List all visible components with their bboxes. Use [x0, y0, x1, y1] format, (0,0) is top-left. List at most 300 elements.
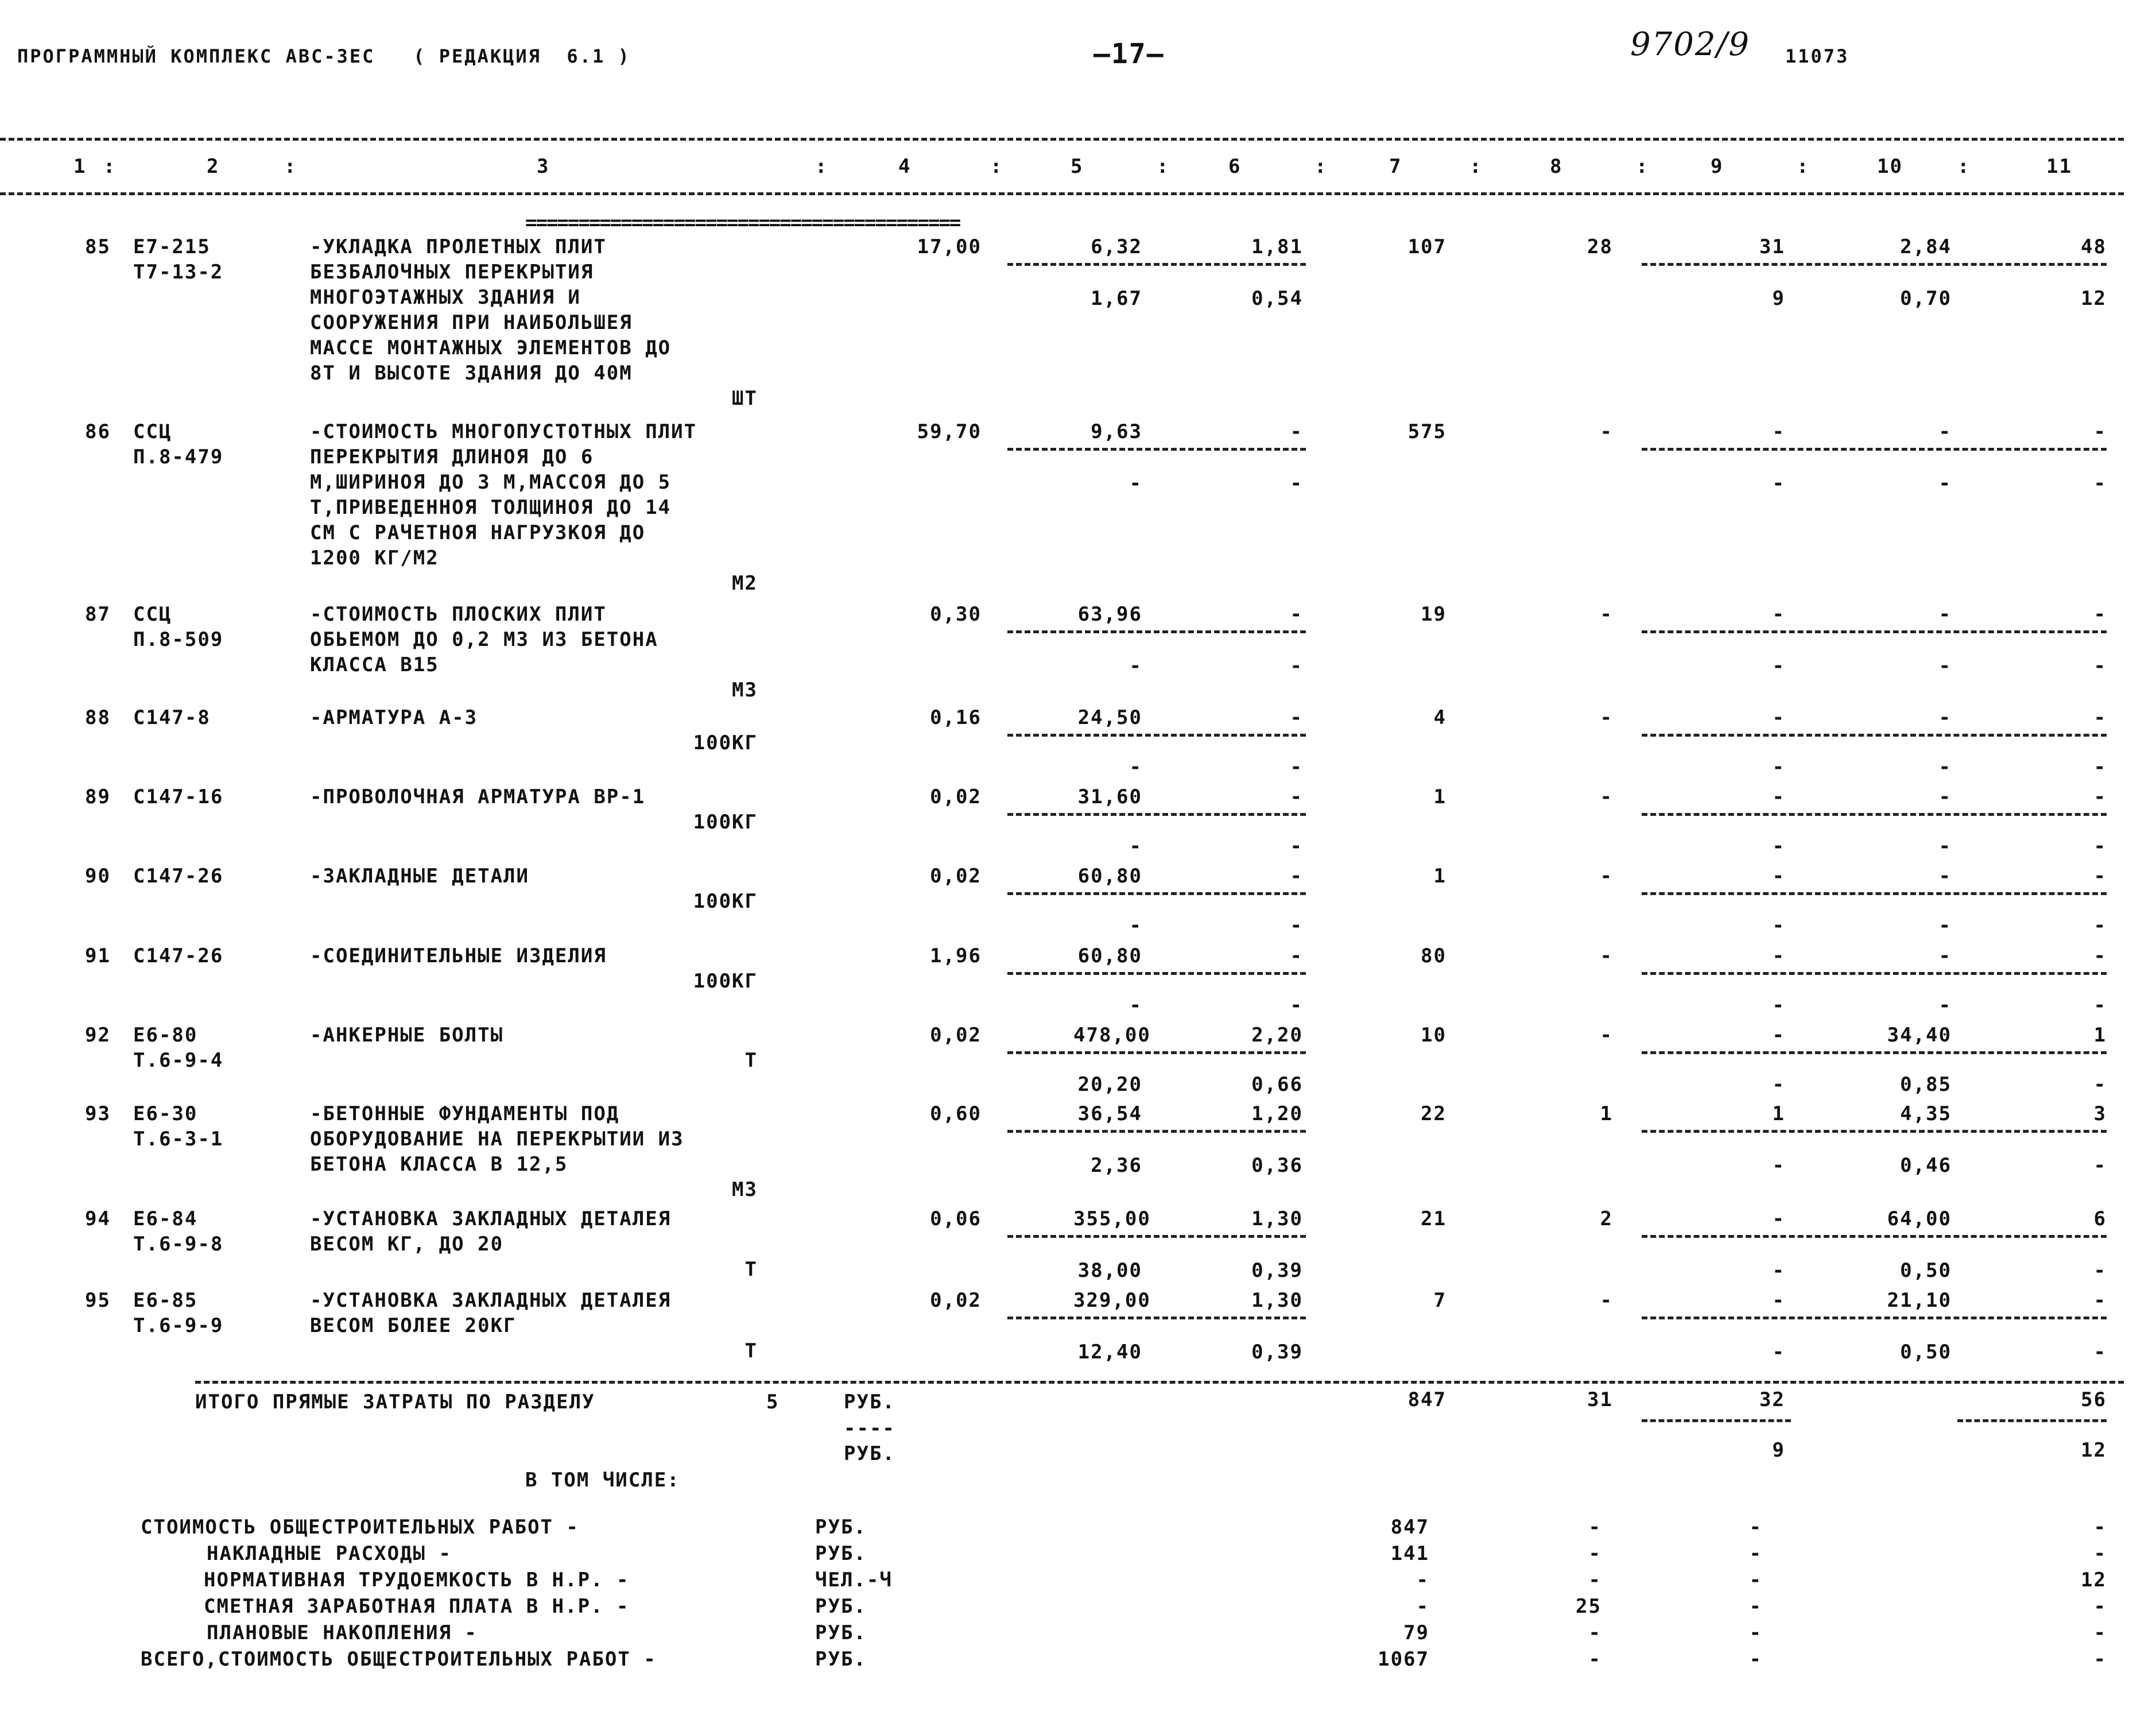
row-col-5: 60,80 — [1077, 944, 1142, 967]
row-sub-s10: - — [1938, 756, 1952, 779]
row-col-11: - — [2093, 603, 2107, 626]
row-sub-s10: - — [1938, 914, 1952, 937]
summary-label: НОРМАТИВНАЯ ТРУДОЕМКОСТЬ В Н.Р. - — [204, 1569, 630, 1592]
totals-subrule-11 — [1957, 1419, 2107, 1422]
summary-c7: 141 — [1390, 1542, 1429, 1565]
row-description-line: -АРМАТУРА А-3 — [310, 706, 478, 729]
row-col-6: - — [1290, 603, 1303, 626]
row-subrule — [1642, 263, 2107, 266]
row-sub-s10: 0,85 — [1900, 1073, 1952, 1096]
row-sub-s9: - — [1772, 914, 1785, 937]
row-sub-s5: - — [1129, 914, 1142, 937]
row-sub-s6: 0,36 — [1251, 1154, 1303, 1177]
row-sub-s10: - — [1938, 655, 1952, 677]
row-col-6: 1,81 — [1251, 235, 1303, 258]
column-separator: : — [990, 155, 1003, 178]
row-sub-s10: 0,46 — [1900, 1154, 1952, 1177]
row-sub-s11: - — [2093, 994, 2107, 1017]
row-sub-s6: - — [1290, 994, 1303, 1017]
row-code: Е7-215 — [133, 235, 211, 258]
row-col-10: - — [1938, 706, 1952, 729]
row-description-line: ПЕРЕКРЫТИЯ ДЛИНОЯ ДО 6 — [310, 446, 594, 468]
row-unit: 100КГ — [693, 731, 758, 754]
row-col-10: 21,10 — [1887, 1289, 1952, 1312]
row-col-6: - — [1290, 785, 1303, 808]
row-sub-s5: 12,40 — [1077, 1341, 1142, 1364]
row-col-4: 59,70 — [917, 420, 982, 443]
row-subrule — [1007, 1051, 1306, 1054]
row-description-line: -УСТАНОВКА ЗАКЛАДНЫХ ДЕТАЛЕЯ — [310, 1289, 672, 1312]
row-code-ref: Т.6-9-9 — [133, 1314, 224, 1337]
row-col-8: - — [1600, 706, 1613, 729]
row-col-5: 60,80 — [1077, 865, 1142, 888]
summary-c7: 79 — [1403, 1621, 1429, 1644]
row-description-line: М,ШИРИНОЯ ДО 3 М,МАССОЯ ДО 5 — [310, 471, 672, 494]
row-description-line: -БЕТОННЫЕ ФУНДАМЕНТЫ ПОД — [310, 1102, 620, 1125]
row-subrule — [1642, 630, 2107, 633]
row-col-7: 107 — [1407, 235, 1447, 258]
totals-unit-1: РУБ. — [844, 1391, 895, 1414]
row-sub-s5: - — [1129, 472, 1142, 495]
row-col-10: - — [1938, 420, 1952, 443]
row-subrule — [1007, 734, 1306, 737]
summary-c9: - — [1749, 1569, 1762, 1592]
row-col-7: 575 — [1407, 420, 1447, 443]
row-col-5: 24,50 — [1077, 706, 1142, 729]
row-col-11: - — [2093, 1289, 2107, 1312]
row-number: 86 — [85, 420, 111, 443]
row-subrule — [1642, 734, 2107, 737]
row-sub-s6: 0,39 — [1251, 1341, 1303, 1364]
row-col-6: - — [1290, 420, 1303, 443]
summary-unit: ЧЕЛ.-Ч — [815, 1569, 893, 1592]
row-code: С147-8 — [133, 706, 211, 729]
row-col-4: 0,60 — [930, 1102, 982, 1125]
row-col-11: 6 — [2093, 1207, 2107, 1230]
row-sub-s9: 9 — [1772, 287, 1785, 310]
row-col-11: - — [2093, 706, 2107, 729]
row-col-4: 1,96 — [930, 944, 982, 967]
row-description-line: МНОГОЭТАЖНЫХ ЗДАНИЯ И — [310, 286, 581, 309]
row-col-10: 64,00 — [1887, 1207, 1952, 1230]
equals-separator: ========================================= — [525, 211, 960, 234]
row-col-9: - — [1772, 865, 1785, 888]
row-sub-s5: 1,67 — [1091, 287, 1142, 310]
row-col-7: 7 — [1433, 1289, 1447, 1312]
row-col-9: 31 — [1759, 235, 1785, 258]
row-description-line: 1200 КГ/М2 — [310, 547, 439, 570]
row-description-line: МАССЕ МОНТАЖНЫХ ЭЛЕМЕНТОВ ДО — [310, 336, 672, 359]
row-sub-s5: 2,36 — [1091, 1154, 1142, 1177]
row-sub-s6: - — [1290, 835, 1303, 858]
row-col-8: - — [1600, 944, 1613, 967]
row-col-10: 2,84 — [1900, 235, 1952, 258]
header-rule-bottom — [0, 192, 2124, 195]
summary-unit: РУБ. — [815, 1516, 867, 1539]
column-header-5: 5 — [1071, 155, 1084, 178]
row-col-8: - — [1600, 1289, 1613, 1312]
summary-unit: РУБ. — [815, 1542, 867, 1565]
row-col-9: - — [1772, 706, 1785, 729]
row-col-4: 0,02 — [930, 1289, 982, 1312]
including-heading: В ТОМ ЧИСЛЕ: — [525, 1469, 680, 1492]
row-subrule — [1642, 1235, 2107, 1238]
row-description-line: КЛАССА В15 — [310, 653, 439, 676]
summary-label: СМЕТНАЯ ЗАРАБОТНАЯ ПЛАТА В Н.Р. - — [204, 1595, 630, 1618]
row-sub-s11: 12 — [2081, 287, 2107, 310]
row-number: 92 — [85, 1024, 111, 1047]
row-description-line: БЕТОНА КЛАССА В 12,5 — [310, 1153, 568, 1176]
row-subrule — [1007, 630, 1306, 633]
summary-c8: 25 — [1576, 1595, 1602, 1618]
row-number: 87 — [85, 603, 111, 626]
row-description-line: ВЕСОМ БОЛЕЕ 20КГ — [310, 1314, 517, 1337]
row-number: 94 — [85, 1207, 111, 1230]
column-separator: : — [1469, 155, 1483, 178]
row-number: 88 — [85, 706, 111, 729]
summary-c7: - — [1416, 1595, 1429, 1618]
summary-c11: - — [2093, 1542, 2107, 1565]
summary-c11: - — [2093, 1648, 2107, 1671]
row-col-8: 1 — [1600, 1102, 1613, 1125]
row-description-line: Т,ПРИВЕДЕННОЯ ТОЛЩИНОЯ ДО 14 — [310, 496, 672, 519]
row-col-7: 80 — [1421, 944, 1447, 967]
row-sub-s6: 0,39 — [1251, 1259, 1303, 1282]
row-description-line: -СТОИМОСТЬ ПЛОСКИХ ПЛИТ — [310, 603, 607, 626]
summary-c9: - — [1749, 1621, 1762, 1644]
row-col-9: - — [1772, 944, 1785, 967]
row-col-11: - — [2093, 944, 2107, 967]
row-number: 91 — [85, 944, 111, 967]
column-separator: : — [284, 155, 297, 178]
row-sub-s6: 0,54 — [1251, 287, 1303, 310]
row-col-8: 28 — [1587, 235, 1613, 258]
row-sub-s10: 0,50 — [1900, 1259, 1952, 1282]
row-number: 89 — [85, 785, 111, 808]
row-description-line: СМ С РАЧЕТНОЯ НАГРУЗКОЯ ДО — [310, 521, 646, 544]
row-description-line: -УКЛАДКА ПРОЛЕТНЫХ ПЛИТ — [310, 235, 607, 258]
row-unit: Т — [744, 1049, 758, 1072]
row-number: 95 — [85, 1289, 111, 1312]
row-col-5: 63,96 — [1077, 603, 1142, 626]
row-col-7: 21 — [1421, 1207, 1447, 1230]
row-sub-s11: - — [2093, 756, 2107, 779]
summary-label: ВСЕГО,СТОИМОСТЬ ОБЩЕСТРОИТЕЛЬНЫХ РАБОТ - — [141, 1648, 657, 1671]
row-col-7: 22 — [1421, 1102, 1447, 1125]
row-sub-s9: - — [1772, 1154, 1785, 1177]
row-col-6: 1,30 — [1251, 1289, 1303, 1312]
row-sub-s11: - — [2093, 472, 2107, 495]
row-subrule — [1642, 972, 2107, 975]
summary-c9: - — [1749, 1648, 1762, 1671]
row-sub-s9: - — [1772, 756, 1785, 779]
row-unit: 100КГ — [693, 970, 758, 993]
row-description-line: -ПРОВОЛОЧНАЯ АРМАТУРА ВР-1 — [310, 785, 646, 808]
row-col-11: - — [2093, 420, 2107, 443]
summary-c7: 847 — [1390, 1516, 1429, 1539]
row-unit: 100КГ — [693, 890, 758, 913]
row-sub-s5: 38,00 — [1077, 1259, 1142, 1282]
row-code: Е6-84 — [133, 1207, 198, 1230]
totals-s9: 9 — [1772, 1439, 1785, 1462]
row-col-9: 1 — [1772, 1102, 1785, 1125]
row-subrule — [1007, 1130, 1306, 1133]
totals-rule — [195, 1381, 2124, 1384]
row-subrule — [1007, 972, 1306, 975]
row-col-10: 4,35 — [1900, 1102, 1952, 1125]
summary-c9: - — [1749, 1595, 1762, 1618]
row-sub-s6: - — [1290, 472, 1303, 495]
row-sub-s9: - — [1772, 1259, 1785, 1282]
row-col-11: 48 — [2081, 235, 2107, 258]
row-sub-s5: - — [1129, 756, 1142, 779]
row-col-8: - — [1600, 865, 1613, 888]
summary-unit: РУБ. — [815, 1595, 867, 1618]
row-sub-s11: - — [2093, 1154, 2107, 1177]
row-col-10: - — [1938, 785, 1952, 808]
row-col-6: 2,20 — [1251, 1024, 1303, 1047]
row-col-4: 0,02 — [930, 865, 982, 888]
row-col-4: 0,30 — [930, 603, 982, 626]
row-code: Е6-30 — [133, 1102, 198, 1125]
row-description-line: -ЗАКЛАДНЫЕ ДЕТАЛИ — [310, 865, 529, 888]
row-sub-s9: - — [1772, 1341, 1785, 1364]
row-col-5: 329,00 — [1073, 1289, 1151, 1312]
row-col-8: - — [1600, 1024, 1613, 1047]
row-sub-s9: - — [1772, 655, 1785, 677]
totals-c7: 847 — [1407, 1388, 1447, 1411]
row-sub-s5: - — [1129, 655, 1142, 677]
row-subrule — [1007, 1317, 1306, 1319]
row-col-10: 34,40 — [1887, 1024, 1952, 1047]
column-header-2: 2 — [207, 155, 220, 178]
row-description-line: ОБЬЕМОМ ДО 0,2 М3 ИЗ БЕТОНА — [310, 628, 658, 651]
row-sub-s6: - — [1290, 756, 1303, 779]
summary-label: СТОИМОСТЬ ОБЩЕСТРОИТЕЛЬНЫХ РАБОТ - — [141, 1516, 579, 1539]
row-col-10: - — [1938, 865, 1952, 888]
row-subrule — [1642, 448, 2107, 451]
row-col-10: - — [1938, 944, 1952, 967]
row-sub-s10: 0,50 — [1900, 1341, 1952, 1364]
row-col-9: - — [1772, 420, 1785, 443]
row-sub-s11: - — [2093, 1259, 2107, 1282]
row-description-line: ОБОРУДОВАНИЕ НА ПЕРЕКРЫТИИ ИЗ — [310, 1128, 684, 1151]
row-col-5: 36,54 — [1077, 1102, 1142, 1125]
row-col-5: 355,00 — [1073, 1207, 1151, 1230]
row-code: С147-26 — [133, 944, 224, 967]
totals-c11: 56 — [2081, 1388, 2107, 1411]
summary-label: ПЛАНОВЫЕ НАКОПЛЕНИЯ - — [207, 1621, 478, 1644]
header-rule-top — [0, 138, 2124, 141]
page-number: —17— — [1093, 38, 1165, 70]
summary-c9: - — [1749, 1542, 1762, 1565]
totals-unit-2: РУБ. — [844, 1442, 895, 1465]
row-col-8: 2 — [1600, 1207, 1613, 1230]
totals-c9: 32 — [1759, 1388, 1785, 1411]
row-description-line: 8Т И ВЫСОТЕ ЗДАНИЯ ДО 40М — [310, 362, 633, 385]
row-unit: 100КГ — [693, 811, 758, 834]
row-unit: Т — [744, 1258, 758, 1281]
row-col-11: - — [2093, 785, 2107, 808]
totals-unit-dash: ---- — [844, 1417, 895, 1440]
row-code: С147-16 — [133, 785, 224, 808]
row-description-line: -АНКЕРНЫЕ БОЛТЫ — [310, 1024, 504, 1047]
row-col-4: 0,16 — [930, 706, 982, 729]
row-description-line: СООРУЖЕНИЯ ПРИ НАИБОЛЬШЕЯ — [310, 311, 633, 334]
row-sub-s11: - — [2093, 835, 2107, 858]
row-subrule — [1642, 892, 2107, 895]
row-sub-s6: 0,66 — [1251, 1073, 1303, 1096]
column-separator: : — [1636, 155, 1649, 178]
column-header-10: 10 — [1877, 155, 1903, 178]
row-description-line: -УСТАНОВКА ЗАКЛАДНЫХ ДЕТАЛЕЯ — [310, 1207, 672, 1230]
row-sub-s11: - — [2093, 1073, 2107, 1096]
row-col-4: 0,06 — [930, 1207, 982, 1230]
row-sub-s9: - — [1772, 835, 1785, 858]
row-col-7: 1 — [1433, 865, 1447, 888]
row-col-7: 1 — [1433, 785, 1447, 808]
document-number: 9702/9 — [1630, 26, 1751, 63]
row-col-4: 17,00 — [917, 235, 982, 258]
row-col-9: - — [1772, 1207, 1785, 1230]
row-col-5: 478,00 — [1073, 1024, 1151, 1047]
totals-subrule-9 — [1642, 1419, 1791, 1422]
row-code-ref: Т7-13-2 — [133, 261, 224, 284]
row-col-5: 31,60 — [1077, 785, 1142, 808]
row-col-7: 4 — [1433, 706, 1447, 729]
summary-unit: РУБ. — [815, 1648, 867, 1671]
row-code-ref: Т.6-9-4 — [133, 1049, 224, 1072]
row-col-6: - — [1290, 865, 1303, 888]
row-unit: М3 — [732, 679, 758, 702]
column-separator: : — [103, 155, 117, 178]
row-col-4: 0,02 — [930, 1024, 982, 1047]
row-subrule — [1007, 813, 1306, 816]
row-number: 85 — [85, 235, 111, 258]
row-subrule — [1642, 813, 2107, 816]
row-sub-s6: - — [1290, 914, 1303, 937]
column-header-7: 7 — [1389, 155, 1402, 178]
summary-c11: - — [2093, 1516, 2107, 1539]
row-code-ref: П.8-509 — [133, 628, 224, 651]
row-code-ref: Т.6-3-1 — [133, 1128, 224, 1151]
row-subrule — [1642, 1051, 2107, 1054]
row-col-7: 19 — [1421, 603, 1447, 626]
row-unit: М3 — [732, 1178, 758, 1201]
row-col-9: - — [1772, 603, 1785, 626]
row-code: Е6-80 — [133, 1024, 198, 1047]
totals-section: 5 — [766, 1391, 780, 1414]
row-sub-s10: - — [1938, 472, 1952, 495]
row-code: ССЦ — [133, 603, 172, 626]
column-separator: : — [1797, 155, 1810, 178]
row-col-9: - — [1772, 1289, 1785, 1312]
row-sub-s11: - — [2093, 1341, 2107, 1364]
column-header-11: 11 — [2046, 155, 2072, 178]
row-number: 93 — [85, 1102, 111, 1125]
column-separator: : — [1314, 155, 1328, 178]
row-subrule — [1007, 263, 1306, 266]
row-col-6: - — [1290, 944, 1303, 967]
summary-c8: - — [1588, 1569, 1602, 1592]
row-sub-s5: - — [1129, 994, 1142, 1017]
summary-c8: - — [1588, 1648, 1602, 1671]
row-col-9: - — [1772, 1024, 1785, 1047]
row-sub-s9: - — [1772, 994, 1785, 1017]
row-sub-s9: - — [1772, 472, 1785, 495]
row-description-line: -СТОИМОСТЬ МНОГОПУСТОТНЫХ ПЛИТ — [310, 420, 697, 443]
summary-c7: 1067 — [1378, 1648, 1429, 1671]
row-code-ref: Т.6-9-8 — [133, 1233, 224, 1256]
row-sub-s11: - — [2093, 655, 2107, 677]
row-col-8: - — [1600, 785, 1613, 808]
row-description-line: ВЕСОМ КГ, ДО 20 — [310, 1233, 504, 1256]
row-col-8: - — [1600, 420, 1613, 443]
row-unit: Т — [744, 1339, 758, 1362]
column-header-1: 1 — [73, 155, 87, 178]
summary-c11: - — [2093, 1621, 2107, 1644]
row-description-line: БЕЗБАЛОЧНЫХ ПЕРЕКРЫТИЯ — [310, 261, 594, 284]
row-sub-s9: - — [1772, 1073, 1785, 1096]
row-sub-s10: 0,70 — [1900, 287, 1952, 310]
row-sub-s10: - — [1938, 994, 1952, 1017]
row-col-6: 1,30 — [1251, 1207, 1303, 1230]
row-number: 90 — [85, 865, 111, 888]
summary-c8: - — [1588, 1516, 1602, 1539]
row-sub-s5: - — [1129, 835, 1142, 858]
summary-c8: - — [1588, 1621, 1602, 1644]
summary-c9: - — [1749, 1516, 1762, 1539]
summary-c7: - — [1416, 1569, 1429, 1592]
column-separator: : — [1957, 155, 1971, 178]
column-separator: : — [815, 155, 828, 178]
column-header-3: 3 — [537, 155, 550, 178]
column-header-8: 8 — [1550, 155, 1563, 178]
row-code: С147-26 — [133, 865, 224, 888]
summary-c8: - — [1588, 1542, 1602, 1565]
totals-c8: 31 — [1587, 1388, 1613, 1411]
row-sub-s10: - — [1938, 835, 1952, 858]
row-col-5: 9,63 — [1091, 420, 1142, 443]
row-col-5: 6,32 — [1091, 235, 1142, 258]
document-code: 11073 — [1785, 45, 1849, 67]
row-description-line: -СОЕДИНИТЕЛЬНЫЕ ИЗДЕЛИЯ — [310, 944, 607, 967]
row-col-6: 1,20 — [1251, 1102, 1303, 1125]
totals-s11: 12 — [2081, 1439, 2107, 1462]
column-header-9: 9 — [1711, 155, 1724, 178]
summary-label: НАКЛАДНЫЕ РАСХОДЫ - — [207, 1542, 452, 1565]
row-col-9: - — [1772, 785, 1785, 808]
row-subrule — [1007, 1235, 1306, 1238]
row-col-4: 0,02 — [930, 785, 982, 808]
row-col-10: - — [1938, 603, 1952, 626]
row-unit: ШТ — [732, 387, 758, 410]
row-col-7: 10 — [1421, 1024, 1447, 1047]
row-col-11: 3 — [2093, 1102, 2107, 1125]
row-col-6: - — [1290, 706, 1303, 729]
row-subrule — [1007, 448, 1306, 451]
row-sub-s11: - — [2093, 914, 2107, 937]
row-sub-s6: - — [1290, 655, 1303, 677]
column-separator: : — [1157, 155, 1170, 178]
summary-c11: - — [2093, 1595, 2107, 1618]
summary-unit: РУБ. — [815, 1621, 867, 1644]
row-code: ССЦ — [133, 420, 172, 443]
column-header-4: 4 — [898, 155, 912, 178]
row-code: Е6-85 — [133, 1289, 198, 1312]
row-col-8: - — [1600, 603, 1613, 626]
summary-c11: 12 — [2081, 1569, 2107, 1592]
